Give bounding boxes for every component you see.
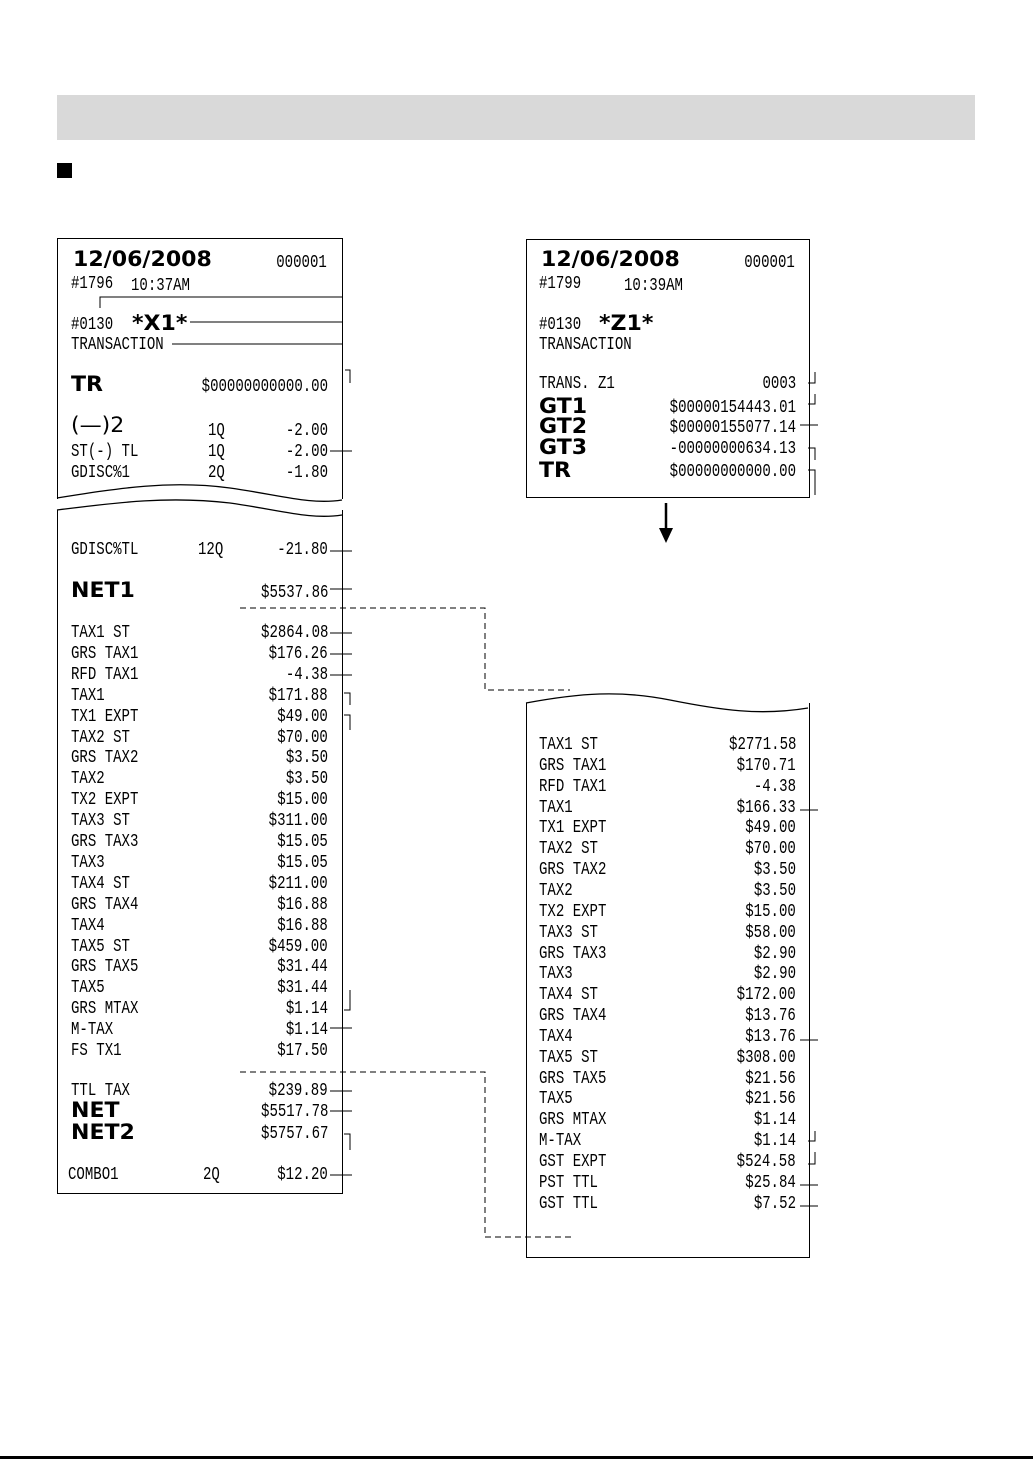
tax-row-value: $3.50 bbox=[285, 769, 328, 790]
tax-row-label: TAX2 bbox=[539, 880, 573, 901]
tax-row-label: TAX1 ST bbox=[71, 623, 130, 643]
tax-row-value: $2.90 bbox=[753, 943, 796, 964]
ttl-tax-label: TTL TAX bbox=[71, 1081, 130, 1101]
tax-row-value: $1.14 bbox=[285, 999, 328, 1020]
tax-row-label: GST EXPT bbox=[539, 1152, 607, 1172]
tax-row-label: TAX1 ST bbox=[539, 735, 598, 755]
report-name: TRANSACTION bbox=[71, 335, 164, 355]
tax-row-label: TX1 EXPT bbox=[71, 706, 139, 727]
tax-row-label: FS TX1 bbox=[71, 1041, 122, 1061]
section-bullet-icon bbox=[57, 163, 72, 178]
tax-row-value: $171.88 bbox=[269, 685, 328, 706]
receipt-date: 12/06/2008 bbox=[73, 247, 212, 271]
gdisc-value: -21.80 bbox=[277, 540, 328, 560]
net-label: NET bbox=[71, 1098, 120, 1122]
tax-row-value: $15.00 bbox=[277, 790, 328, 811]
row-label: GDISC%1 bbox=[71, 463, 130, 483]
tax-row-value: $3.50 bbox=[285, 748, 328, 769]
tax-row-value: $3.50 bbox=[753, 880, 796, 901]
receipt-date: 12/06/2008 bbox=[541, 247, 680, 271]
tr-value: $00000000000.00 bbox=[201, 377, 328, 397]
net2-value: $5757.67 bbox=[260, 1124, 328, 1144]
tax-row-value: -4.38 bbox=[285, 664, 328, 685]
tax-row-label: GRS TAX5 bbox=[539, 1068, 607, 1089]
tax-row-value: $70.00 bbox=[277, 727, 328, 748]
net2-label: NET2 bbox=[71, 1120, 135, 1144]
tax-row-value: $1.14 bbox=[285, 1020, 328, 1041]
report-code: #0130 bbox=[539, 315, 582, 335]
tax-row-label: TAX4 bbox=[539, 1026, 573, 1047]
tax-row-value: $211.00 bbox=[269, 873, 328, 894]
tax-row-label: GRS TAX5 bbox=[71, 957, 139, 978]
tax-row-value: $15.05 bbox=[277, 832, 328, 852]
trans-label: TRANS. Z1 bbox=[539, 374, 615, 394]
tax-row-value: $21.56 bbox=[745, 1089, 796, 1110]
tax-row-value: $16.88 bbox=[277, 915, 328, 936]
tax-row-label: GRS TAX3 bbox=[71, 832, 139, 852]
tax-row-value: $172.00 bbox=[737, 985, 796, 1006]
left-receipt-top bbox=[57, 238, 343, 499]
gt2-value: $00000155077.14 bbox=[669, 418, 796, 438]
tax-row-value: $166.33 bbox=[737, 797, 796, 818]
tax-row-label: TAX2 ST bbox=[539, 839, 598, 860]
tax-row-value: $459.00 bbox=[269, 936, 328, 957]
tax-row-label: GRS TAX4 bbox=[71, 894, 139, 915]
tax-row-label: TAX5 bbox=[539, 1089, 573, 1110]
tax-row-label: TAX2 ST bbox=[71, 727, 130, 748]
tax-row-label: TAX3 ST bbox=[71, 811, 130, 832]
tax-row-label: TAX5 ST bbox=[539, 1047, 598, 1068]
tax-row-label: TAX2 bbox=[71, 769, 105, 790]
row-value: -2.00 bbox=[285, 421, 328, 441]
tax-row-value: -4.38 bbox=[753, 776, 796, 797]
gt1-label: GT1 bbox=[539, 394, 588, 418]
row-qty: 1Q bbox=[208, 442, 225, 462]
receipt-time: 10:37AM bbox=[131, 276, 190, 296]
tax-row-value: $31.44 bbox=[277, 978, 328, 999]
tax-row-value: $3.50 bbox=[753, 860, 796, 881]
tax-row-label: TAX5 bbox=[71, 978, 105, 999]
tr-value: $00000000000.00 bbox=[669, 462, 796, 482]
tax-row-value: $58.00 bbox=[745, 922, 796, 943]
net1-label: NET1 bbox=[71, 578, 135, 602]
tax-row-value: $1.14 bbox=[753, 1110, 796, 1131]
tax-row-value: $25.84 bbox=[745, 1172, 796, 1193]
tax-row-value: $13.76 bbox=[745, 1026, 796, 1047]
tax-row-label: TX2 EXPT bbox=[539, 901, 607, 922]
tax-row-value: $15.05 bbox=[277, 852, 328, 873]
tax-row-label: GRS MTAX bbox=[71, 999, 139, 1020]
report-label: *X1* bbox=[132, 311, 188, 335]
tax-row-label: TX1 EXPT bbox=[539, 818, 607, 839]
receipt-clerk: #1796 bbox=[71, 274, 114, 294]
row-qty: 2Q bbox=[208, 463, 225, 483]
tax-row-label: TAX3 bbox=[539, 964, 573, 985]
gt1-value: $00000154443.01 bbox=[669, 398, 796, 418]
gdisc-label: GDISC%TL bbox=[71, 540, 139, 560]
tax-row-label: TAX4 bbox=[71, 915, 105, 936]
tax-row-value: $21.56 bbox=[745, 1068, 796, 1089]
tax-row-label: TAX3 bbox=[71, 852, 105, 873]
tax-row-value: $17.50 bbox=[277, 1041, 328, 1061]
tax-row-value: $308.00 bbox=[737, 1047, 796, 1068]
row-value: -1.80 bbox=[285, 463, 328, 483]
tax-row-value: $170.71 bbox=[737, 755, 796, 776]
tax-row-label: TAX3 ST bbox=[539, 922, 598, 943]
tax-row-value: $2.90 bbox=[753, 964, 796, 985]
report-name: TRANSACTION bbox=[539, 335, 632, 355]
tax-row-label: GRS TAX4 bbox=[539, 1006, 607, 1027]
gt2-label: GT2 bbox=[539, 414, 588, 438]
tax-row-label: M-TAX bbox=[71, 1020, 114, 1041]
tax-row-label: GST TTL bbox=[539, 1193, 598, 1214]
tax-row-label: TAX4 ST bbox=[71, 873, 130, 894]
tax-row-label: RFD TAX1 bbox=[71, 664, 139, 685]
combo-label: COMBO1 bbox=[68, 1165, 119, 1185]
tax-row-label: TAX5 ST bbox=[71, 936, 130, 957]
net-value: $5517.78 bbox=[260, 1102, 328, 1122]
tax-row-label: PST TTL bbox=[539, 1172, 598, 1193]
combo-value: $12.20 bbox=[277, 1165, 328, 1185]
tax-row-value: $7.52 bbox=[753, 1193, 796, 1214]
tax-row-value: $311.00 bbox=[269, 811, 328, 832]
row-label: (—)2 bbox=[71, 413, 125, 437]
net1-value: $5537.86 bbox=[260, 583, 328, 603]
tax-row-label: TAX1 bbox=[539, 797, 573, 818]
left-receipt-bottom bbox=[57, 510, 343, 1194]
report-code: #0130 bbox=[71, 315, 114, 335]
gt3-value: -00000000634.13 bbox=[669, 439, 796, 459]
tax-row-value: $2864.08 bbox=[260, 623, 328, 643]
receipt-time: 10:39AM bbox=[624, 276, 683, 296]
row-label: ST(-) TL bbox=[71, 442, 139, 462]
tax-row-value: $2771.58 bbox=[728, 735, 796, 755]
tax-row-label: GRS TAX1 bbox=[71, 643, 139, 664]
combo-qty: 2Q bbox=[203, 1165, 220, 1185]
tax-row-value: $1.14 bbox=[753, 1131, 796, 1152]
tax-row-label: TAX4 ST bbox=[539, 985, 598, 1006]
right-receipt-bottom bbox=[526, 703, 810, 1258]
gt3-label: GT3 bbox=[539, 435, 588, 459]
receipt-counter: 000001 bbox=[276, 253, 327, 273]
tax-row-label: RFD TAX1 bbox=[539, 776, 607, 797]
row-qty: 1Q bbox=[208, 421, 225, 441]
row-value: -2.00 bbox=[285, 442, 328, 462]
receipt-counter: 000001 bbox=[744, 253, 795, 273]
section-header-bar bbox=[57, 95, 975, 140]
tax-row-label: TAX1 bbox=[71, 685, 105, 706]
tax-row-label: TX2 EXPT bbox=[71, 790, 139, 811]
tax-row-label: GRS MTAX bbox=[539, 1110, 607, 1131]
tax-row-value: $49.00 bbox=[745, 818, 796, 839]
tax-row-value: $31.44 bbox=[277, 957, 328, 978]
tax-row-label: GRS TAX1 bbox=[539, 755, 607, 776]
tax-row-label: GRS TAX2 bbox=[539, 860, 607, 881]
right-receipt-top bbox=[526, 239, 810, 498]
tax-row-value: $70.00 bbox=[745, 839, 796, 860]
tax-row-label: GRS TAX2 bbox=[71, 748, 139, 769]
tax-row-value: $49.00 bbox=[277, 706, 328, 727]
tr-label: TR bbox=[539, 458, 572, 482]
tax-row-value: $15.00 bbox=[745, 901, 796, 922]
tax-row-value: $524.58 bbox=[737, 1152, 796, 1172]
tax-row-value: $176.26 bbox=[269, 643, 328, 664]
tax-row-value: $16.88 bbox=[277, 894, 328, 915]
trans-value: 0003 bbox=[762, 374, 796, 394]
tr-label: TR bbox=[71, 372, 104, 396]
report-label: *Z1* bbox=[599, 311, 654, 335]
gdisc-qty: 12Q bbox=[198, 540, 224, 560]
ttl-tax-value: $239.89 bbox=[269, 1081, 328, 1101]
receipt-clerk: #1799 bbox=[539, 274, 582, 294]
tax-row-label: M-TAX bbox=[539, 1131, 582, 1152]
tax-row-label: GRS TAX3 bbox=[539, 943, 607, 964]
tax-row-value: $13.76 bbox=[745, 1006, 796, 1027]
